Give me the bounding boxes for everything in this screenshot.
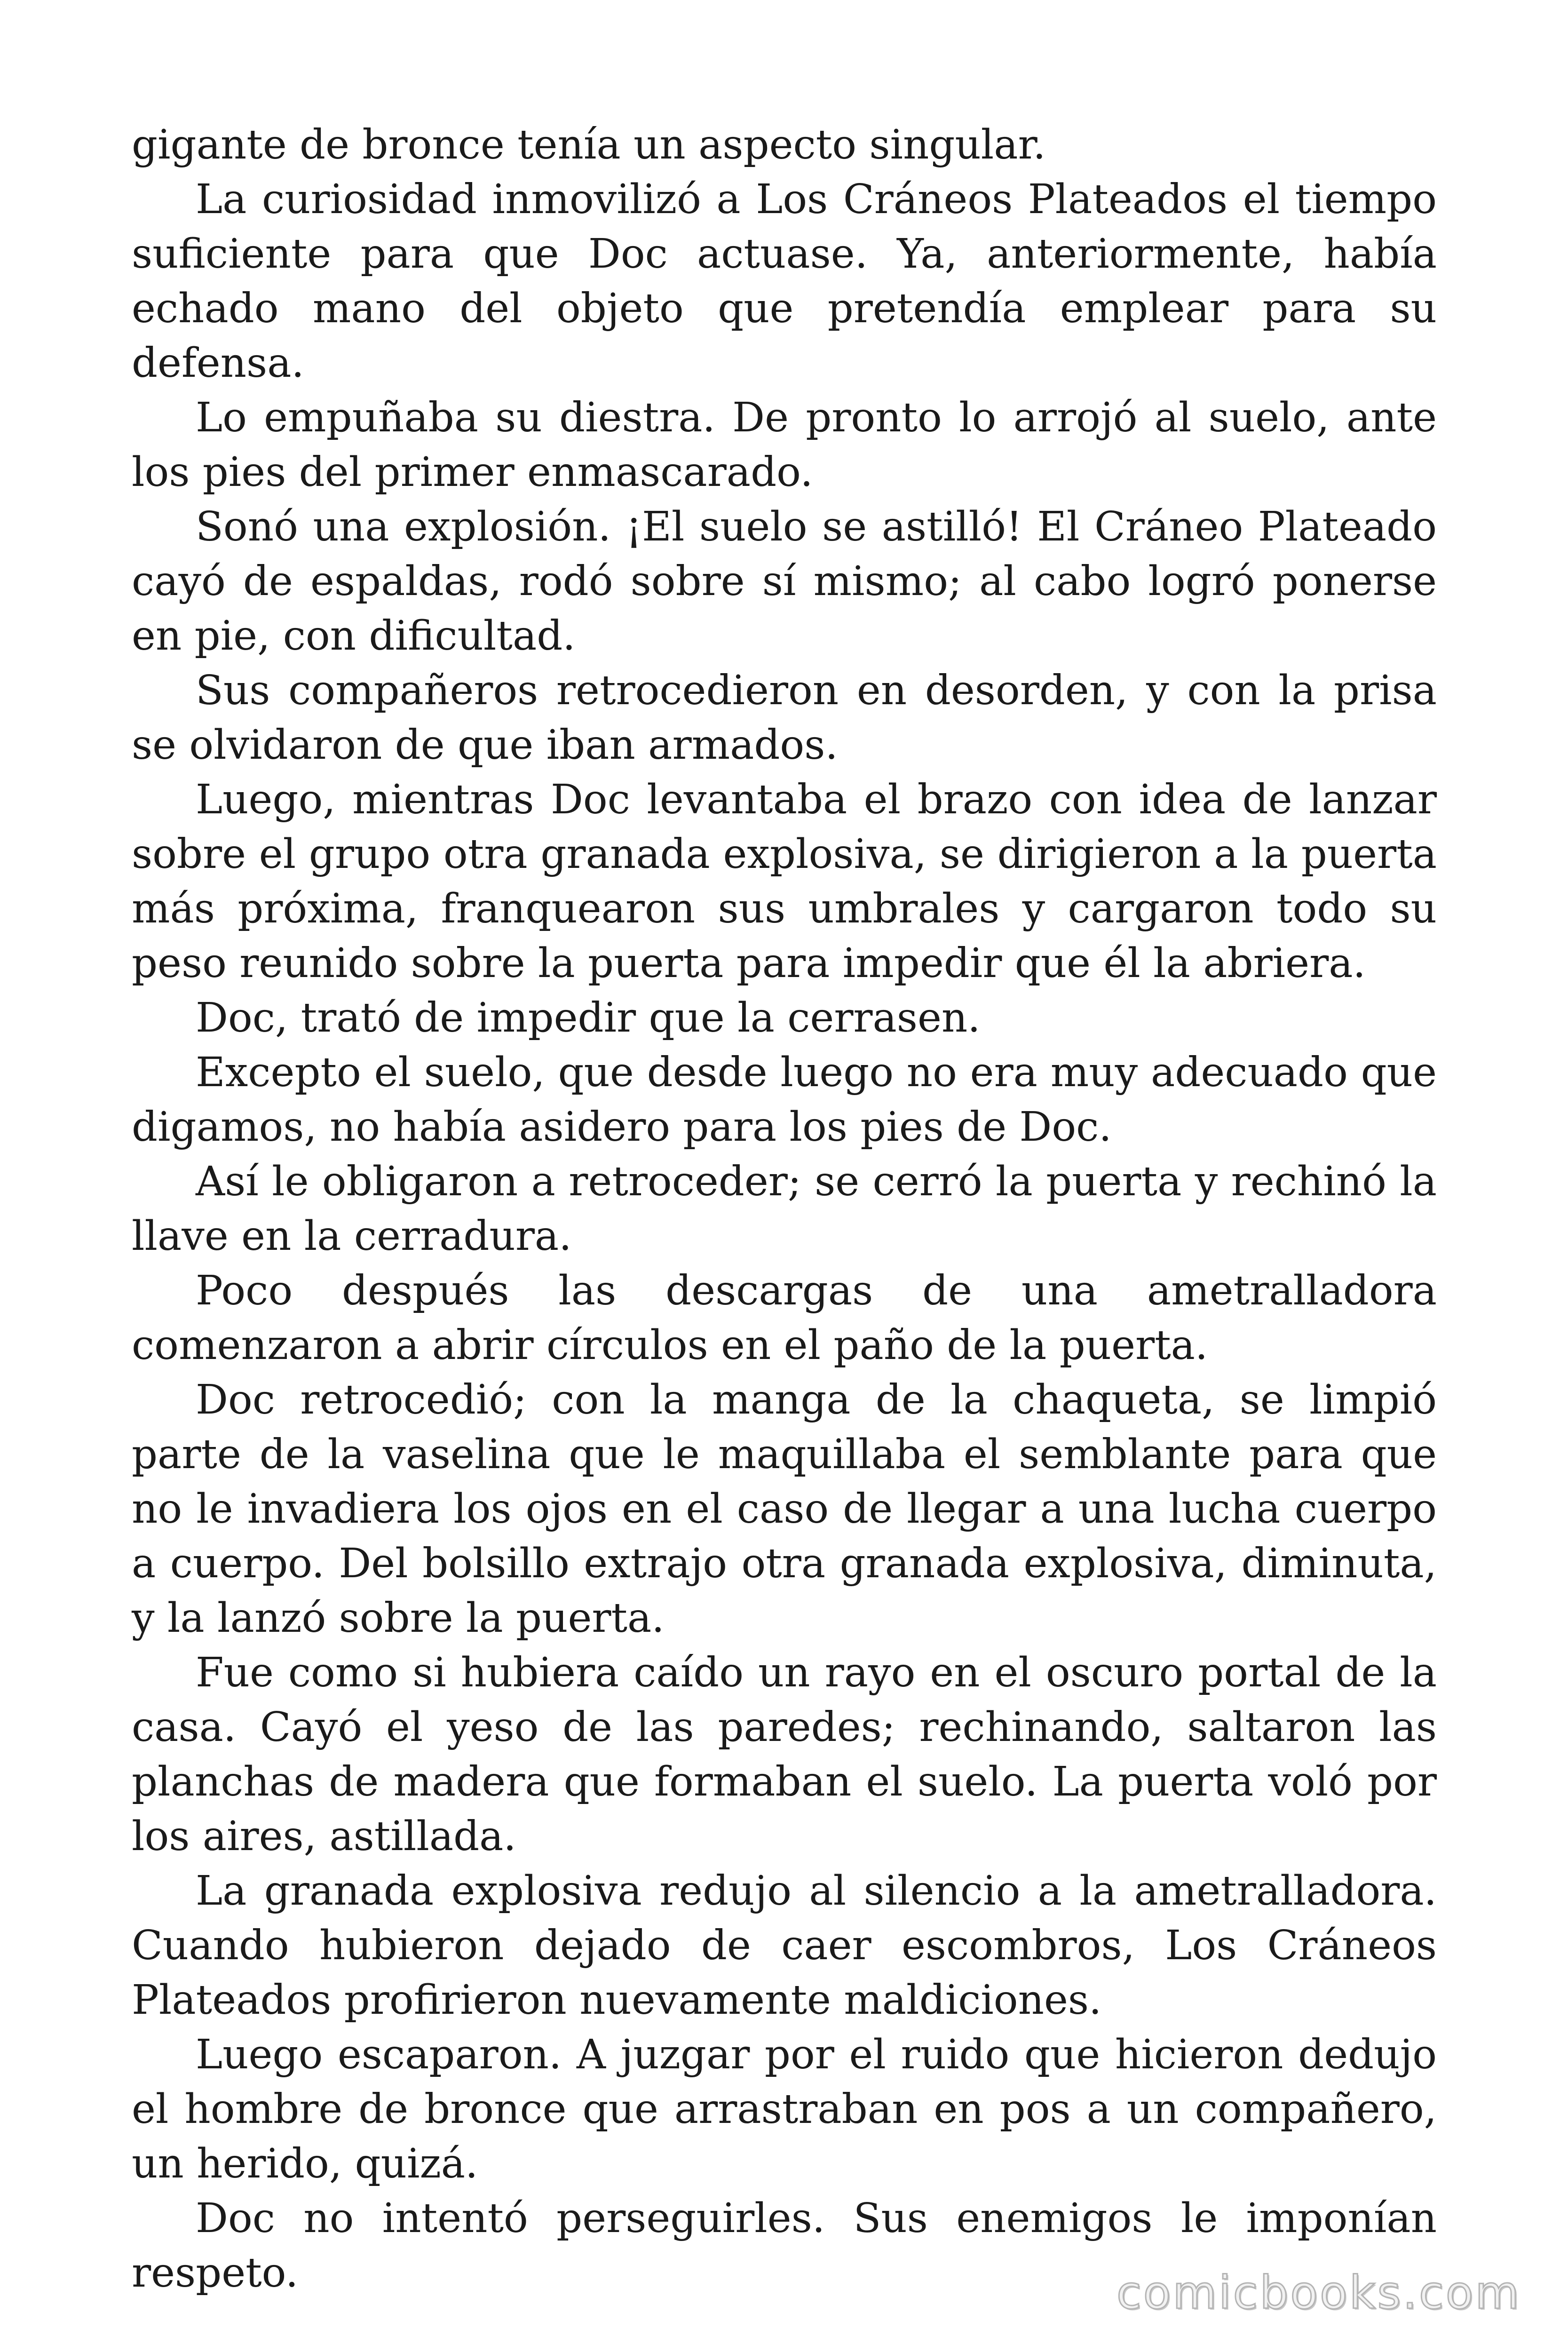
paragraph-7: Doc, trató de impedir que la cerrasen. bbox=[196, 994, 981, 1041]
paragraph-5: Sus compañeros retrocedieron en desorden, y con la prisa se olvidaron de que iban armados. bbox=[132, 667, 1437, 769]
paragraph-10: Poco después las descargas de una ametralladora comenzaron a abrir círculos en el paño de la puerta. bbox=[132, 1267, 1437, 1369]
paragraph-3: Lo empuñaba su diestra. De pronto lo arrojó al suelo, ante los pies del primer enmascarado. bbox=[132, 394, 1437, 496]
watermark-text: comicbooks.com bbox=[1116, 2266, 1521, 2319]
page-body bbox=[132, 118, 1437, 2300]
paragraph-12: Fue como si hubiera caído un rayo en el oscuro portal de la casa. Cayó el yeso de las paredes; rechinando, saltaron las planchas de madera que formaban el suelo. La puerta voló por los aires, astillada. bbox=[132, 1649, 1437, 1860]
paragraph-9: Así le obligaron a retroceder; se cerró la puerta y rechinó la llave en la cerradura. bbox=[132, 1158, 1437, 1260]
paragraph-8: Excepto el suelo, que desde luego no era muy adecuado que digamos, no había asidero para los pies de Doc. bbox=[132, 1049, 1437, 1151]
paragraph-13: La granada explosiva redujo al silencio a la ametralladora. Cuando hubieron dejado de caer escombros, Los Cráneos Plateados profirieron nuevamente maldiciones. bbox=[132, 1867, 1437, 2024]
paragraph-15: Doc no intentó perseguirles. Sus enemigos le imponían respeto. bbox=[132, 2195, 1437, 2296]
paragraph-14: Luego escaparon. A juzgar por el ruido que hicieron dedujo el hombre de bronce que arrastraban en pos a un compañero, un herido, quizá. bbox=[132, 2031, 1437, 2187]
paragraph-6: Luego, mientras Doc levantaba el brazo con idea de lanzar sobre el grupo otra granada explosiva, se dirigieron a la puerta más próxima, franquearon sus umbrales y cargaron todo su peso reunido sobre la puerta para impedir que él la abriera. bbox=[132, 776, 1437, 987]
paragraph-1: gigante de bronce tenía un aspecto singular. bbox=[132, 121, 1046, 168]
paragraph-2: La curiosidad inmovilizó a Los Cráneos Plateados el tiempo suficiente para que Doc actuase. Ya, anteriormente, había echado mano del objeto que pretendía emplear para su defensa. bbox=[132, 176, 1437, 387]
paragraph-11: Doc retrocedió; con la manga de la chaqueta, se limpió parte de la vaselina que le maquillaba el semblante para que no le invadiera los ojos en el caso de llegar a una lucha cuerpo a cuerpo. Del bolsillo extrajo otra granada explosiva, diminuta, y la lanzó sobre la puerta. bbox=[132, 1376, 1437, 1642]
paragraph-4: Sonó una explosión. ¡El suelo se astilló! El Cráneo Plateado cayó de espaldas, rodó sobre sí mismo; al cabo logró ponerse en pie, con dificultad. bbox=[132, 503, 1437, 660]
